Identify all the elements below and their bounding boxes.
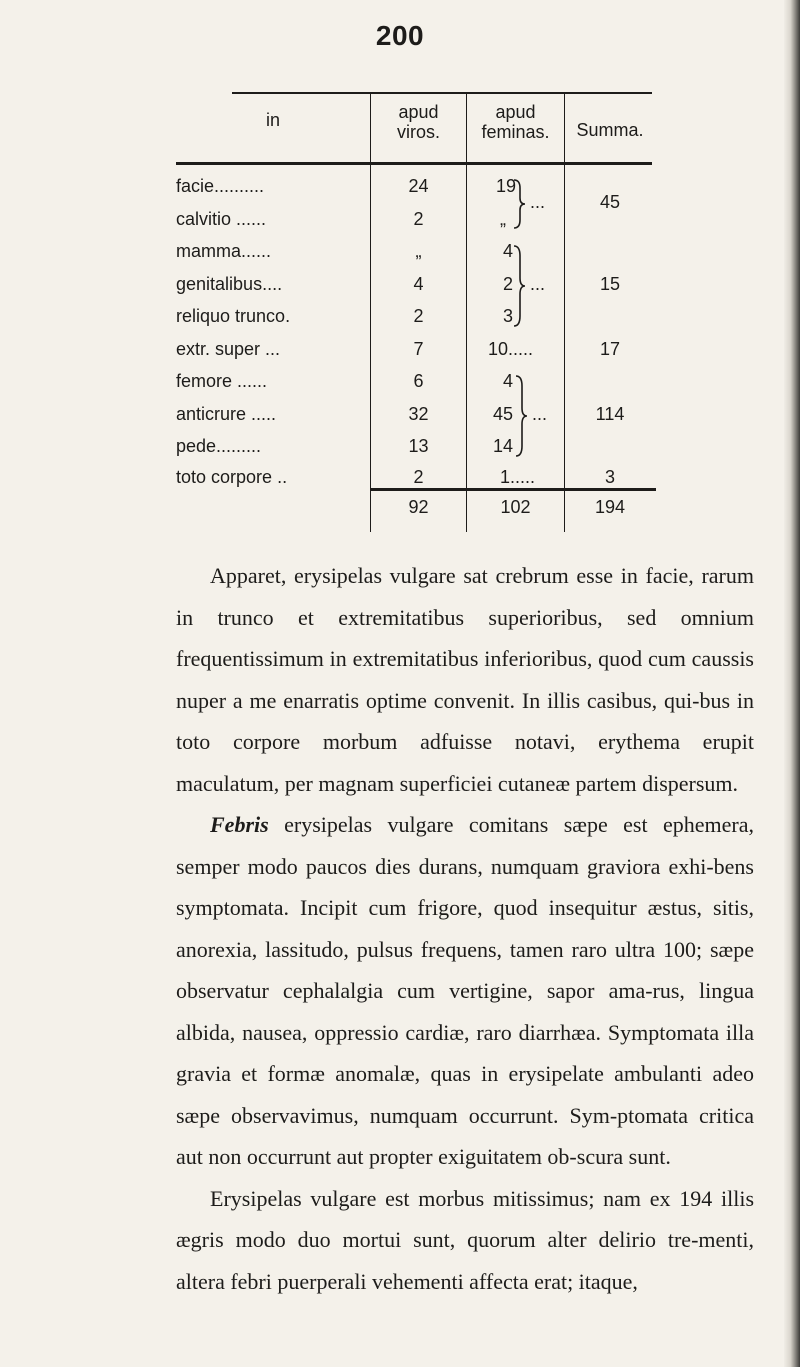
row-viros: 24 (408, 176, 429, 196)
table-top-rule (232, 92, 652, 94)
summa-value: 3 (604, 467, 615, 487)
row-viros: 2 (413, 209, 424, 229)
brace-dots: ... (532, 404, 548, 424)
brace-dots: ... (530, 274, 546, 294)
row-viros: 32 (408, 404, 429, 424)
row-viros: 7 (413, 339, 424, 359)
row-label: mamma...... (176, 241, 272, 261)
header-summa: Summa. (576, 120, 644, 140)
brace-dots: ... (530, 192, 546, 212)
row-viros: 2 (413, 467, 424, 487)
summa-value: 114 (595, 404, 625, 424)
page-edge-shadow (784, 0, 800, 1367)
header-in: in (265, 110, 280, 130)
row-feminas: 14 (493, 436, 514, 456)
paragraph-febris (176, 804, 754, 1178)
row-viros: 13 (408, 436, 429, 456)
row-feminas: 45 (493, 404, 514, 424)
table-vrule-3 (564, 92, 565, 532)
total-viros: 92 (408, 497, 429, 517)
row-label: reliquo trunco. (176, 306, 291, 326)
paragraph-febris-text: erysipelas vulgare comitans sæpe est ephemera, semper modo paucos dies durans, numquam graviora exhi-bens symptomata. Incipit cum frigore, quod insequitur æstus, sitis, anorexia, lassitudo, pulsus frequens, tamen raro ultra 100; sæpe observatur cephalalgia cum vertigine, sapor ama-rus, lingua albida, nausea, oppressio cardiæ, raro diarrhæa. Symptomata illa gravia et formæ anomalæ, quas in erysipelate ambulanti adeo sæpe observavimus, numquam occurrunt. Sym-ptomata critica aut non occurrunt aut propter exiguitatem ob-scura sunt. (176, 812, 754, 1169)
statistics-table (176, 92, 656, 532)
row-label: genitalibus.... (176, 274, 283, 294)
body-text (176, 555, 754, 1302)
total-feminas: 102 (500, 497, 531, 517)
row-label: extr. super ... (176, 339, 281, 359)
row-feminas: 19 (496, 176, 517, 196)
row-feminas: 10..... (488, 339, 534, 359)
row-viros: 4 (413, 274, 424, 294)
row-viros: 2 (413, 306, 424, 326)
summa-value: 17 (599, 339, 621, 359)
row-viros: 6 (413, 371, 424, 391)
row-label: toto corpore .. (176, 467, 288, 487)
row-label: anticrure ..... (176, 404, 277, 424)
row-viros: „ (415, 241, 422, 261)
total-summa: 194 (594, 497, 626, 517)
row-feminas: 4 (503, 371, 514, 391)
row-label: calvitio ...... (176, 209, 267, 229)
row-feminas: 3 (503, 306, 514, 326)
paragraph-apparet: Apparet, erysipelas vulgare sat crebrum esse in facie, rarum in trunco et extremitatibus superioribus, sed omnium frequentissimum in extremitatibus inferioribus, quod cum caussis nuper a me enarratis optime convenit. In illis casibus, qui-bus in toto corpore morbum adfuisse notavi, erythema erupit maculatum, per magnam superficiei cutaneæ partem dispersum. (176, 563, 754, 796)
brace-inferior (514, 374, 528, 458)
row-feminas: 4 (503, 241, 514, 261)
header-apud-viros: apud viros. (396, 102, 440, 142)
row-label: facie.......... (176, 176, 265, 196)
summa-value: 45 (599, 192, 621, 212)
paragraph-erysipelas: Erysipelas vulgare est morbus mitissimus; nam ex 194 illis ægris modo duo mortui sunt, quorum alter delirio tre-menti, altera febri puerperali vehementi affecta erat; itaque, (176, 1185, 754, 1294)
brace-trunco (512, 244, 526, 328)
brace-facie-calvitio (512, 178, 526, 230)
row-label: femore ...... (176, 371, 268, 391)
table-header-rule (176, 162, 652, 165)
header-apud-feminas: apud feminas. (481, 102, 550, 142)
summa-value: 15 (599, 274, 621, 294)
term-febris: Febris (210, 812, 269, 837)
table-totals-rule (370, 488, 656, 491)
row-feminas: 1..... (500, 467, 536, 487)
page-number: 200 (375, 20, 425, 51)
row-feminas: „ (500, 209, 506, 229)
row-label: pede......... (176, 436, 262, 456)
table-vrule-2 (466, 92, 467, 532)
row-feminas: 2 (503, 274, 514, 294)
